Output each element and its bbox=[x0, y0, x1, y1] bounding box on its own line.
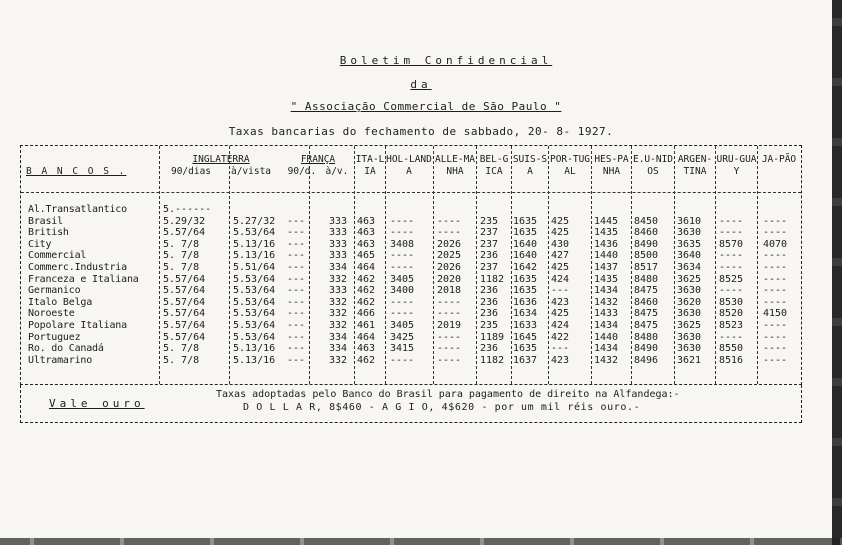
rate-cell-por: 423 bbox=[551, 354, 570, 366]
rate-cell-frav: 332 bbox=[329, 296, 348, 308]
col-subheader: à/vista bbox=[230, 166, 272, 177]
rate-cell-jap: ---- bbox=[763, 354, 788, 366]
col-header-ing bbox=[161, 154, 281, 178]
rate-cell-hes: 1440 bbox=[594, 331, 619, 343]
rate-cell-jap: ---- bbox=[763, 227, 788, 239]
rate-cell-frav: 333 bbox=[329, 215, 348, 227]
rate-cell-frav: 334 bbox=[329, 343, 348, 355]
rate-cell-frav: 334 bbox=[329, 331, 348, 343]
rate-cell-jap: ---- bbox=[763, 320, 788, 331]
rate-cell-jap: 4070 bbox=[763, 238, 788, 250]
rate-cell-ingv: 5.53/64 bbox=[233, 273, 276, 285]
rate-cell-bel: 237 bbox=[480, 227, 499, 239]
col-header-label: HES-PANHA bbox=[594, 154, 629, 177]
rate-cell-arg: 3634 bbox=[677, 262, 702, 273]
rate-cell-fra90: --- bbox=[287, 227, 306, 239]
rate-cell-fra90: --- bbox=[287, 343, 306, 355]
col-header-por bbox=[549, 154, 591, 178]
rate-cell-eu: 8450 bbox=[634, 215, 659, 227]
rate-cell-frav: 333 bbox=[329, 238, 348, 250]
rate-cell-hes: 1435 bbox=[594, 227, 619, 239]
rate-cell-hol: ---- bbox=[390, 227, 415, 239]
rate-cell-ing90: 5.57/64 bbox=[163, 331, 206, 343]
rate-cell-ale: 2026 bbox=[437, 262, 462, 273]
rate-cell-fra90: --- bbox=[287, 262, 306, 273]
rate-cell-ing90: 5.57/64 bbox=[163, 273, 206, 285]
col-subheader: à/v. bbox=[325, 166, 349, 177]
rate-cell-eu: 8480 bbox=[634, 331, 659, 343]
association-name: " Associação Commercial de São Paulo " bbox=[290, 100, 562, 113]
rate-cell-sui: 1634 bbox=[513, 308, 538, 320]
rate-cell-sui: 1635 bbox=[513, 273, 538, 285]
rate-cell-hes: 1434 bbox=[594, 285, 619, 297]
rate-cell-ingv: 5.53/64 bbox=[233, 331, 276, 343]
rate-cell-ita: 461 bbox=[357, 320, 376, 331]
rate-cell-por: 425 bbox=[551, 215, 570, 227]
col-header-label: URU-GUAY bbox=[716, 154, 757, 177]
rate-cell-ing90: 5.29/32 bbox=[163, 215, 206, 227]
rate-cell-fra90: --- bbox=[287, 331, 306, 343]
rate-cell-ing90: 5. 7/8 bbox=[163, 238, 200, 250]
col-header-ale bbox=[434, 154, 476, 178]
col-header-hes bbox=[592, 154, 631, 178]
rate-cell-ingv: 5.13/16 bbox=[233, 250, 276, 262]
table-row bbox=[21, 227, 803, 239]
rate-cell-eu: 8480 bbox=[634, 273, 659, 285]
rate-cell-por: 422 bbox=[551, 331, 570, 343]
rate-cell-eu: 8496 bbox=[634, 354, 659, 366]
table-row bbox=[21, 332, 803, 344]
col-header-label: SUIS-SA bbox=[512, 154, 548, 177]
rate-cell-ita: 465 bbox=[357, 250, 376, 262]
rate-cell-eu: 8460 bbox=[634, 296, 659, 308]
rate-cell-por: 425 bbox=[551, 262, 570, 273]
col-header-label: FRANÇA bbox=[300, 154, 336, 165]
rate-cell-eu: 8475 bbox=[634, 320, 659, 331]
title-da: da bbox=[410, 78, 432, 91]
rate-cell-hes: 1432 bbox=[594, 296, 619, 308]
rate-cell-por: 430 bbox=[551, 238, 570, 250]
rate-cell-arg: 3630 bbox=[677, 285, 702, 297]
rate-cell-uru: 8516 bbox=[719, 354, 744, 366]
rate-cell-ing90: 5. 7/8 bbox=[163, 343, 200, 355]
rate-cell-ing90: 5.57/64 bbox=[163, 296, 206, 308]
bank-name: City bbox=[28, 238, 52, 250]
rate-cell-por: 427 bbox=[551, 250, 570, 262]
rate-cell-uru: ---- bbox=[719, 250, 744, 262]
rate-cell-ingv: 5.53/64 bbox=[233, 227, 276, 239]
rate-cell-sui: 1635 bbox=[513, 215, 538, 227]
rate-cell-arg: 3625 bbox=[677, 273, 702, 285]
rate-cell-ingv: 5.27/32 bbox=[233, 215, 276, 227]
rate-cell-fra90: --- bbox=[287, 238, 306, 250]
rate-cell-hol: 3425 bbox=[390, 331, 415, 343]
col-header-uru bbox=[716, 154, 757, 178]
rate-cell-ingv: 5.53/64 bbox=[233, 320, 276, 331]
rate-cell-ale: ---- bbox=[437, 215, 462, 227]
bank-name: Popolare Italiana bbox=[28, 320, 127, 331]
bank-name: British bbox=[28, 227, 69, 239]
col-header-eu bbox=[632, 154, 674, 178]
rate-cell-frav: 332 bbox=[329, 308, 348, 320]
rate-cell-sui: 1636 bbox=[513, 296, 538, 308]
rate-cell-ingv: 5.13/16 bbox=[233, 354, 276, 366]
rate-cell-sui: 1640 bbox=[513, 238, 538, 250]
table-row bbox=[21, 216, 803, 228]
rate-cell-hes: 1445 bbox=[594, 215, 619, 227]
rate-cell-ita: 464 bbox=[357, 331, 376, 343]
rate-cell-arg: 3640 bbox=[677, 250, 702, 262]
rate-cell-eu: 8490 bbox=[634, 238, 659, 250]
col-header-ita bbox=[355, 154, 385, 178]
rate-cell-hol: ---- bbox=[390, 215, 415, 227]
rate-cell-ale: ---- bbox=[437, 354, 462, 366]
rate-cell-uru: 8550 bbox=[719, 343, 744, 355]
rate-cell-por: --- bbox=[551, 285, 570, 297]
col-header-label: ITA-LIA bbox=[355, 154, 385, 177]
col-header-label: E.U-NIDOS bbox=[632, 154, 674, 177]
rate-cell-eu: 8475 bbox=[634, 308, 659, 320]
rate-cell-jap: ---- bbox=[763, 262, 788, 273]
rate-cell-hes: 1434 bbox=[594, 343, 619, 355]
rate-cell-jap: ---- bbox=[763, 296, 788, 308]
rate-cell-bel: 235 bbox=[480, 320, 499, 331]
rate-cell-hol: 3405 bbox=[390, 273, 415, 285]
rate-cell-eu: 8460 bbox=[634, 227, 659, 239]
rate-cell-sui: 1637 bbox=[513, 354, 538, 366]
col-header-label: ALLE-MANHA bbox=[434, 154, 476, 177]
col-header-label: JA-PÃO bbox=[761, 154, 797, 165]
rate-cell-bel: 1189 bbox=[480, 331, 505, 343]
footer-box bbox=[20, 385, 802, 423]
rate-cell-ita: 462 bbox=[357, 296, 376, 308]
rate-cell-frav: 334 bbox=[329, 262, 348, 273]
vale-ouro-label: Vale ouro bbox=[49, 397, 145, 410]
bank-name: Commerc.Industria bbox=[28, 262, 127, 273]
col-header-hol bbox=[386, 154, 432, 178]
rate-cell-hes: 1433 bbox=[594, 308, 619, 320]
col-header-jap bbox=[758, 154, 800, 166]
rate-cell-frav: 333 bbox=[329, 285, 348, 297]
rate-cell-jap: ---- bbox=[763, 273, 788, 285]
col-header-label: B A N C O S . bbox=[26, 166, 127, 177]
rate-cell-fra90: --- bbox=[287, 354, 306, 366]
rate-cell-ale: ---- bbox=[437, 227, 462, 239]
rate-cell-ing90: 5. 7/8 bbox=[163, 250, 200, 262]
col-header-label: BEL-GICA bbox=[479, 154, 509, 177]
rate-cell-arg: 3620 bbox=[677, 296, 702, 308]
rate-cell-jap: ---- bbox=[763, 331, 788, 343]
rate-cell-hol: ---- bbox=[390, 262, 415, 273]
rate-cell-uru: ---- bbox=[719, 227, 744, 239]
table-row bbox=[21, 239, 803, 251]
rate-cell-ale: ---- bbox=[437, 331, 462, 343]
rate-cell-ing90: 5.57/64 bbox=[163, 285, 206, 297]
rate-cell-ale: 2025 bbox=[437, 250, 462, 262]
rate-cell-por: 425 bbox=[551, 308, 570, 320]
rate-cell-ale: ---- bbox=[437, 308, 462, 320]
rate-cell-bel: 1182 bbox=[480, 273, 505, 285]
rate-cell-frav: 333 bbox=[329, 250, 348, 262]
rate-cell-ale: 2019 bbox=[437, 320, 462, 331]
rate-cell-fra90: --- bbox=[287, 320, 306, 331]
rate-cell-eu: 8500 bbox=[634, 250, 659, 262]
rate-cell-jap: ---- bbox=[763, 343, 788, 355]
rate-cell-uru: 8530 bbox=[719, 296, 744, 308]
rates-date-line: Taxas bancarias do fechamento de sabbado, 20- 8- 1927. bbox=[228, 125, 614, 138]
rate-cell-frav: 332 bbox=[329, 273, 348, 285]
footer-line-2: D O L L A R, 8$460 - A G I O, 4$620 - por um mil réis ouro.- bbox=[243, 402, 641, 413]
rate-cell-arg: 3630 bbox=[677, 343, 702, 355]
rate-cell-hes: 1435 bbox=[594, 273, 619, 285]
rate-cell-ita: 462 bbox=[357, 273, 376, 285]
rate-cell-arg: 3630 bbox=[677, 331, 702, 343]
rate-cell-uru: ---- bbox=[719, 285, 744, 297]
rate-cell-por: 423 bbox=[551, 296, 570, 308]
rate-cell-bel: 237 bbox=[480, 238, 499, 250]
rate-cell-ingv: 5.51/64 bbox=[233, 262, 276, 273]
bank-name: Franceza e Italiana bbox=[28, 273, 139, 285]
rate-cell-frav: 332 bbox=[329, 354, 348, 366]
rate-cell-ing90: 5.57/64 bbox=[163, 227, 206, 239]
rate-cell-ingv: 5.53/64 bbox=[233, 308, 276, 320]
rate-cell-bel: 1182 bbox=[480, 354, 505, 366]
table-row bbox=[21, 262, 803, 274]
rate-cell-hol: 3400 bbox=[390, 285, 415, 297]
rate-cell-sui: 1635 bbox=[513, 285, 538, 297]
rate-cell-ale: ---- bbox=[437, 296, 462, 308]
rate-cell-eu: 8517 bbox=[634, 262, 659, 273]
bank-name: Al.Transatlantico bbox=[28, 204, 127, 215]
rate-cell-uru: 8570 bbox=[719, 238, 744, 250]
table-row bbox=[21, 285, 803, 297]
rate-cell-uru: 8525 bbox=[719, 273, 744, 285]
rate-cell-hol: 3405 bbox=[390, 320, 415, 331]
rate-cell-ale: 2018 bbox=[437, 285, 462, 297]
rate-cell-bel: 236 bbox=[480, 285, 499, 297]
rate-cell-hol: ---- bbox=[390, 354, 415, 366]
rate-cell-jap: ---- bbox=[763, 215, 788, 227]
rate-cell-ita: 464 bbox=[357, 262, 376, 273]
rate-cell-ing90: 5.57/64 bbox=[163, 308, 206, 320]
rate-cell-frav: 333 bbox=[329, 227, 348, 239]
bulletin-title: Boletim Confidencial bbox=[339, 54, 553, 67]
table-row bbox=[21, 308, 803, 320]
col-header-label: HOL-LANDA bbox=[386, 154, 432, 177]
bank-name: Ro. do Canadá bbox=[28, 343, 104, 355]
rate-cell-ale: ---- bbox=[437, 343, 462, 355]
rate-cell-bel: 236 bbox=[480, 250, 499, 262]
rate-cell-hes: 1436 bbox=[594, 238, 619, 250]
rate-cell-sui: 1640 bbox=[513, 250, 538, 262]
table-row bbox=[21, 343, 803, 355]
rate-cell-ita: 466 bbox=[357, 308, 376, 320]
rate-cell-ing90: 5. 7/8 bbox=[163, 354, 200, 366]
rate-cell-ita: 462 bbox=[357, 354, 376, 366]
rate-cell-hol: ---- bbox=[390, 250, 415, 262]
rate-cell-uru: ---- bbox=[719, 215, 744, 227]
rate-cell-ita: 463 bbox=[357, 343, 376, 355]
rate-cell-hol: ---- bbox=[390, 296, 415, 308]
rate-cell-ingv: 5.53/64 bbox=[233, 296, 276, 308]
rate-cell-ing90: 5. 7/8 bbox=[163, 262, 200, 273]
rate-cell-sui: 1635 bbox=[513, 227, 538, 239]
rate-cell-jap: 4150 bbox=[763, 308, 788, 320]
rate-cell-jap: ---- bbox=[763, 285, 788, 297]
rate-cell-bel: 237 bbox=[480, 262, 499, 273]
table-row bbox=[21, 204, 803, 216]
table-row bbox=[21, 320, 803, 332]
rate-cell-ing90: 5.57/64 bbox=[163, 320, 206, 331]
bank-name: Commercial bbox=[28, 250, 87, 262]
rate-cell-bel: 236 bbox=[480, 308, 499, 320]
rate-cell-hes: 1434 bbox=[594, 320, 619, 331]
rate-cell-ingv: 5.13/16 bbox=[233, 238, 276, 250]
col-header-label: INGLATERRA bbox=[192, 154, 250, 165]
rate-cell-fra90: --- bbox=[287, 250, 306, 262]
rate-cell-por: --- bbox=[551, 343, 570, 355]
rate-cell-jap: ---- bbox=[763, 250, 788, 262]
rate-cell-fra90: --- bbox=[287, 285, 306, 297]
rate-cell-eu: 8475 bbox=[634, 285, 659, 297]
rate-cell-bel: 236 bbox=[480, 343, 499, 355]
rate-cell-sui: 1633 bbox=[513, 320, 538, 331]
rate-cell-uru: ---- bbox=[719, 262, 744, 273]
rate-cell-sui: 1645 bbox=[513, 331, 538, 343]
rate-cell-sui: 1642 bbox=[513, 262, 538, 273]
col-subheader: 90/d. bbox=[287, 166, 317, 177]
rate-cell-ita: 463 bbox=[357, 215, 376, 227]
rate-cell-fra90: --- bbox=[287, 273, 306, 285]
rate-cell-por: 425 bbox=[551, 227, 570, 239]
rate-cell-fra90: --- bbox=[287, 296, 306, 308]
rate-cell-eu: 8490 bbox=[634, 343, 659, 355]
rate-cell-ingv: 5.13/16 bbox=[233, 343, 276, 355]
table-row bbox=[21, 297, 803, 309]
rate-cell-hol: ---- bbox=[390, 308, 415, 320]
rate-cell-bel: 235 bbox=[480, 215, 499, 227]
rate-cell-ale: 2020 bbox=[437, 273, 462, 285]
rate-cell-arg: 3635 bbox=[677, 238, 702, 250]
col-header-bel bbox=[477, 154, 511, 178]
rate-cell-por: 424 bbox=[551, 273, 570, 285]
rate-cell-hes: 1432 bbox=[594, 354, 619, 366]
header-divider bbox=[21, 192, 801, 193]
rate-cell-arg: 3625 bbox=[677, 320, 702, 331]
rate-cell-hol: 3408 bbox=[390, 238, 415, 250]
rate-cell-ita: 462 bbox=[357, 285, 376, 297]
col-header-sui bbox=[512, 154, 548, 178]
bank-name: Italo Belga bbox=[28, 296, 93, 308]
rate-cell-arg: 3630 bbox=[677, 227, 702, 239]
rate-cell-arg: 3630 bbox=[677, 308, 702, 320]
table-row bbox=[21, 274, 803, 286]
rate-cell-ita: 463 bbox=[357, 238, 376, 250]
rate-cell-arg: 3621 bbox=[677, 354, 702, 366]
rate-cell-ita: 463 bbox=[357, 227, 376, 239]
rate-cell-ale: 2026 bbox=[437, 238, 462, 250]
rate-cell-uru: 8523 bbox=[719, 320, 744, 331]
rate-cell-fra90: --- bbox=[287, 308, 306, 320]
bank-name: Germanico bbox=[28, 285, 81, 297]
table-row bbox=[21, 250, 803, 262]
rate-cell-bel: 236 bbox=[480, 296, 499, 308]
rates-table bbox=[20, 145, 802, 385]
bank-name: Brasil bbox=[28, 215, 63, 227]
rate-cell-hes: 1440 bbox=[594, 250, 619, 262]
col-header-fra bbox=[283, 154, 353, 178]
col-header-arg bbox=[675, 154, 715, 178]
table-row bbox=[21, 355, 803, 367]
rate-cell-frav: 332 bbox=[329, 320, 348, 331]
bank-name: Ultramarino bbox=[28, 354, 93, 366]
rate-cell-sui: 1635 bbox=[513, 343, 538, 355]
rate-cell-uru: ---- bbox=[719, 331, 744, 343]
rate-cell-ing90: 5.------ bbox=[163, 204, 212, 215]
col-header-bancos bbox=[26, 166, 151, 178]
rate-cell-hes: 1437 bbox=[594, 262, 619, 273]
rate-cell-hol: 3415 bbox=[390, 343, 415, 355]
col-header-label: POR-TUGAL bbox=[549, 154, 591, 177]
col-header-label: ARGEN-TINA bbox=[677, 154, 713, 177]
rate-cell-uru: 8520 bbox=[719, 308, 744, 320]
bank-name: Noroeste bbox=[28, 308, 75, 320]
scan-edge-bottom bbox=[0, 538, 842, 545]
footer-line-1: Taxas adoptadas pelo Banco do Brasil para pagamento de direito na Alfandega:- bbox=[216, 389, 680, 400]
rate-cell-ingv: 5.53/64 bbox=[233, 285, 276, 297]
rate-cell-arg: 3610 bbox=[677, 215, 702, 227]
col-subheader: 90/dias bbox=[170, 166, 212, 177]
bank-name: Portuguez bbox=[28, 331, 81, 343]
rate-cell-por: 424 bbox=[551, 320, 570, 331]
rate-cell-fra90: --- bbox=[287, 215, 306, 227]
